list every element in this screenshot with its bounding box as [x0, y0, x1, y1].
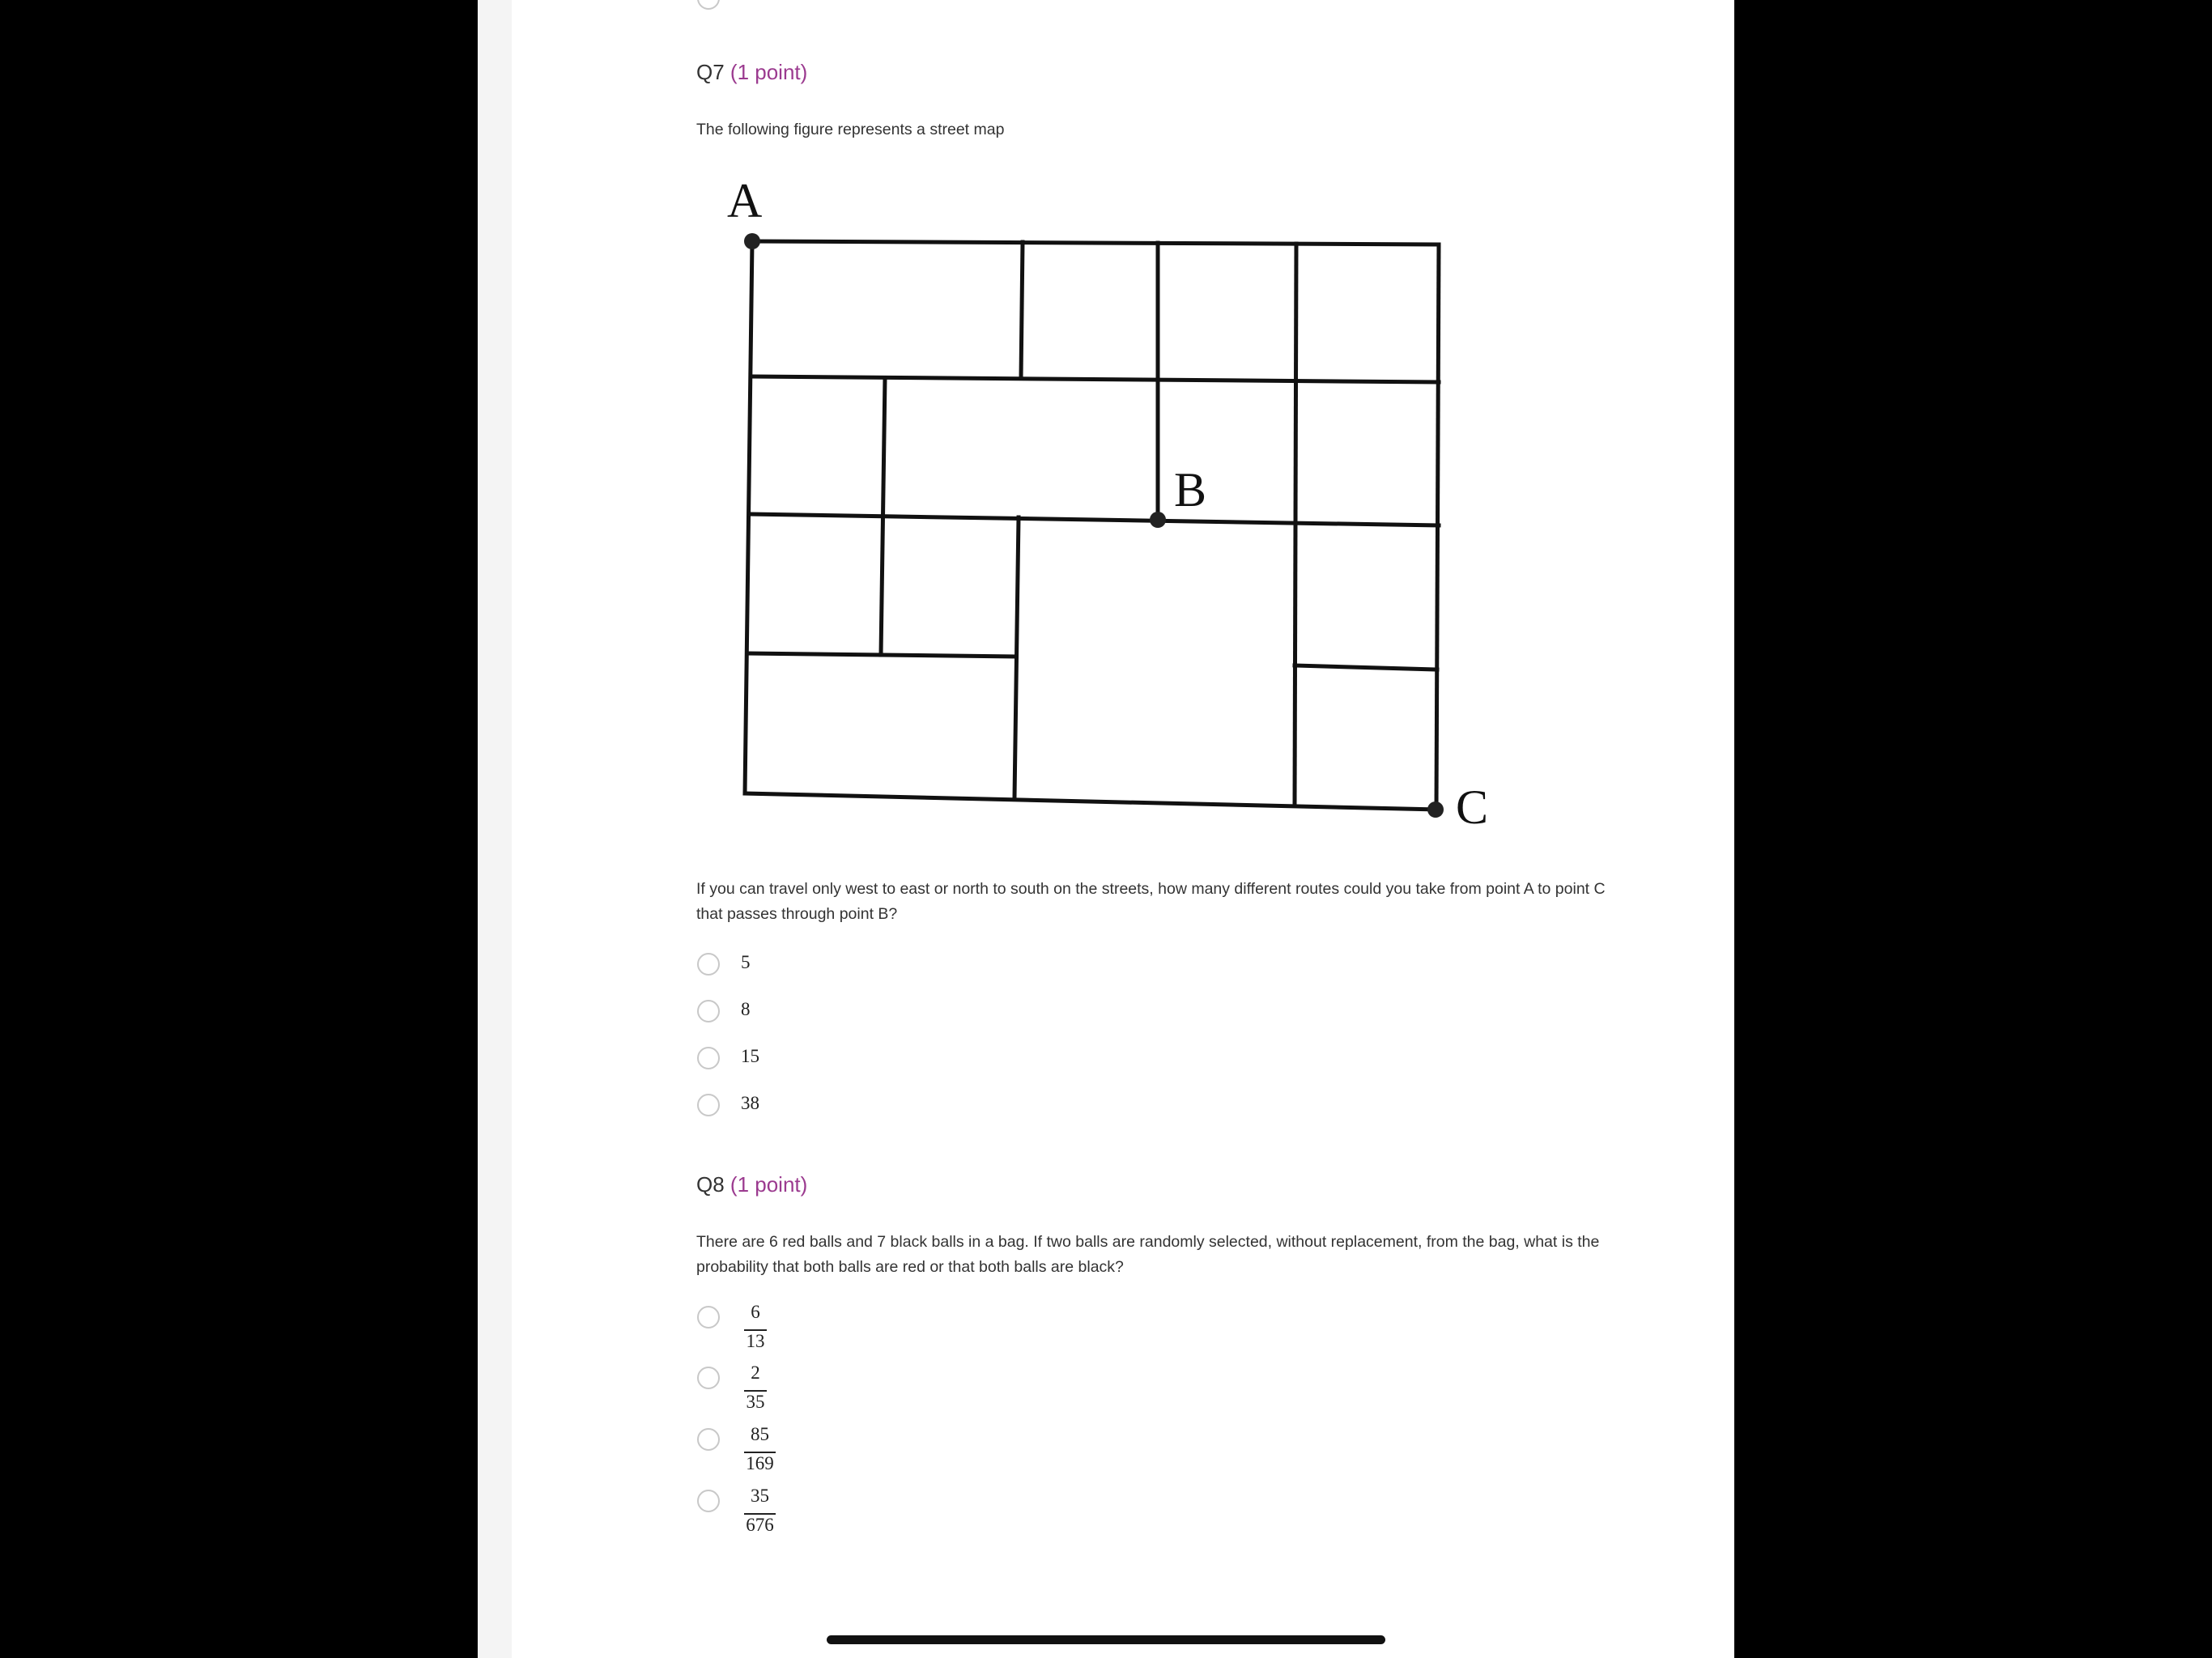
q8-option-3-numerator: 85 — [751, 1424, 769, 1444]
street-north-edge — [752, 241, 1439, 244]
street-v4 — [881, 378, 885, 655]
point-c-dot — [1427, 801, 1444, 818]
q8-option-1-numerator: 6 — [751, 1302, 760, 1322]
q8-points: (1 point) — [730, 1172, 808, 1197]
street-west-edge — [745, 241, 752, 793]
point-c-label: C — [1456, 780, 1489, 834]
q7-option-3-label[interactable]: 15 — [741, 1046, 759, 1066]
q7-header — [696, 60, 807, 85]
q8-option-4-numerator: 35 — [751, 1486, 769, 1506]
street-h2 — [750, 514, 1439, 525]
q8-option-2-numerator: 2 — [751, 1363, 760, 1383]
q8-option-4-denominator: 676 — [746, 1515, 774, 1535]
street-south-edge — [745, 793, 1436, 810]
q7-question: If you can travel only west to east or north to south on the streets, how many different routes could you take from point A to point C that passes through point B? — [696, 880, 1606, 923]
street-map-figure — [713, 166, 1506, 838]
home-indicator[interactable] — [827, 1635, 1385, 1644]
street-v5 — [1015, 517, 1019, 797]
q8-option-2-radio[interactable] — [697, 1367, 720, 1389]
point-a-label: A — [727, 174, 763, 227]
q8-option-1-denominator: 13 — [746, 1331, 765, 1351]
q8-label: Q8 — [696, 1172, 725, 1197]
street-h1 — [752, 376, 1439, 382]
q7-option-1-radio[interactable] — [697, 953, 720, 976]
point-b-dot — [1150, 512, 1166, 528]
q7-label: Q7 — [696, 60, 725, 84]
q8-option-4-radio[interactable] — [697, 1490, 720, 1512]
q7-option-1-label[interactable]: 5 — [741, 952, 751, 972]
street-h3-east — [1295, 665, 1437, 670]
q8-header — [696, 1172, 807, 1197]
point-a-dot — [744, 233, 760, 249]
q7-option-3-radio[interactable] — [697, 1047, 720, 1069]
q8-option-2-denominator: 35 — [746, 1392, 765, 1412]
q8-option-3-denominator: 169 — [746, 1453, 774, 1473]
q7-option-2-radio[interactable] — [697, 1000, 720, 1022]
street-v3 — [1295, 244, 1296, 806]
q7-option-4-radio[interactable] — [697, 1094, 720, 1116]
street-v1-north — [1021, 242, 1023, 378]
q8-option-1-radio[interactable] — [697, 1306, 720, 1329]
q8-question: There are 6 red balls and 7 black balls in a bag. If two balls are randomly selected, without replacement, from the bag, what is the probability that both balls are red or that both balls are black? — [696, 1233, 1600, 1276]
point-b-label: B — [1174, 463, 1207, 517]
q7-option-2-label[interactable]: 8 — [741, 999, 751, 1019]
q7-option-4-label[interactable]: 38 — [741, 1093, 759, 1113]
q8-option-3-radio[interactable] — [697, 1428, 720, 1451]
q7-intro: The following figure represents a street map — [696, 121, 1005, 138]
q7-points: (1 point) — [730, 60, 808, 84]
